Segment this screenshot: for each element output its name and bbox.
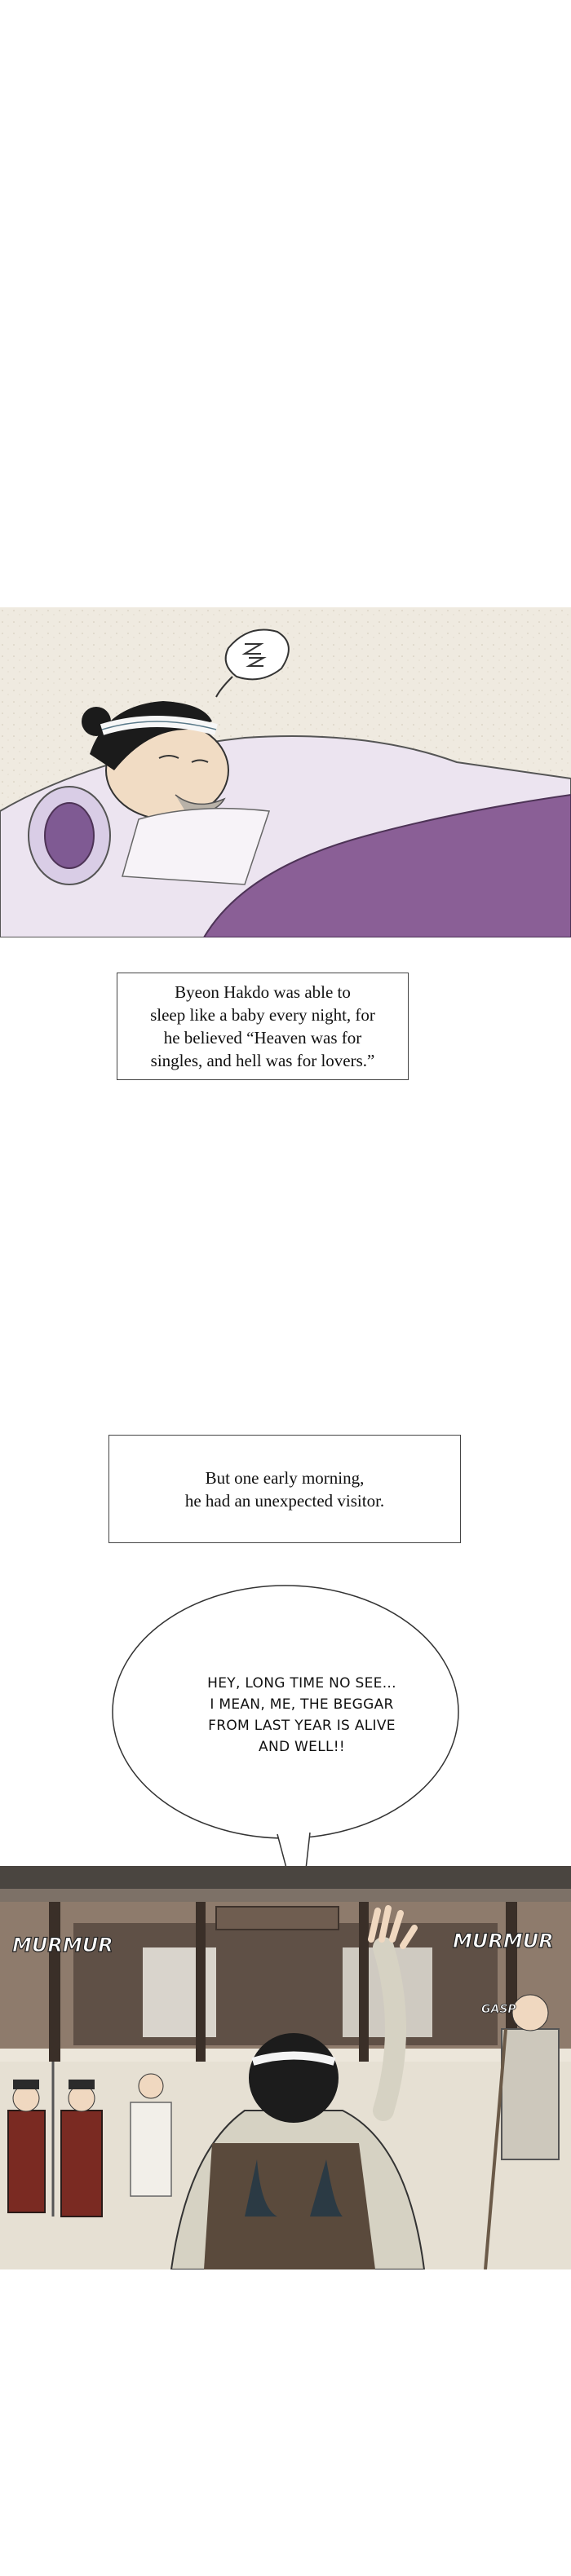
courtyard-panel: [0, 1866, 571, 2269]
speech-line: AND WELL!!: [259, 1739, 345, 1755]
caption-line: But one early morning,: [205, 1467, 365, 1488]
speech-line: HEY, LONG TIME NO SEE...: [207, 1675, 396, 1692]
caption-line: sleep like a baby every night, for: [150, 1005, 375, 1025]
guard-figures: [8, 2062, 171, 2217]
caption-line: he believed “Heaven was for: [163, 1028, 362, 1048]
caption-line: Byeon Hakdo was able to: [175, 982, 351, 1002]
courtyard-illustration: [0, 1866, 571, 2269]
murmur-sfx-left: MURMUR: [12, 1934, 113, 1956]
caption-line: he had an unexpected visitor.: [184, 1490, 385, 1511]
speech-bubble-text: [139, 1673, 465, 1758]
speech-line: FROM LAST YEAR IS ALIVE: [208, 1718, 396, 1734]
caption-line: singles, and hell was for lovers.”: [150, 1051, 375, 1070]
speech-line: I MEAN, ME, THE BEGGAR: [210, 1696, 394, 1713]
gasp-sfx: GASP: [481, 2003, 516, 2016]
murmur-sfx-right: MURMUR: [453, 1930, 554, 1952]
